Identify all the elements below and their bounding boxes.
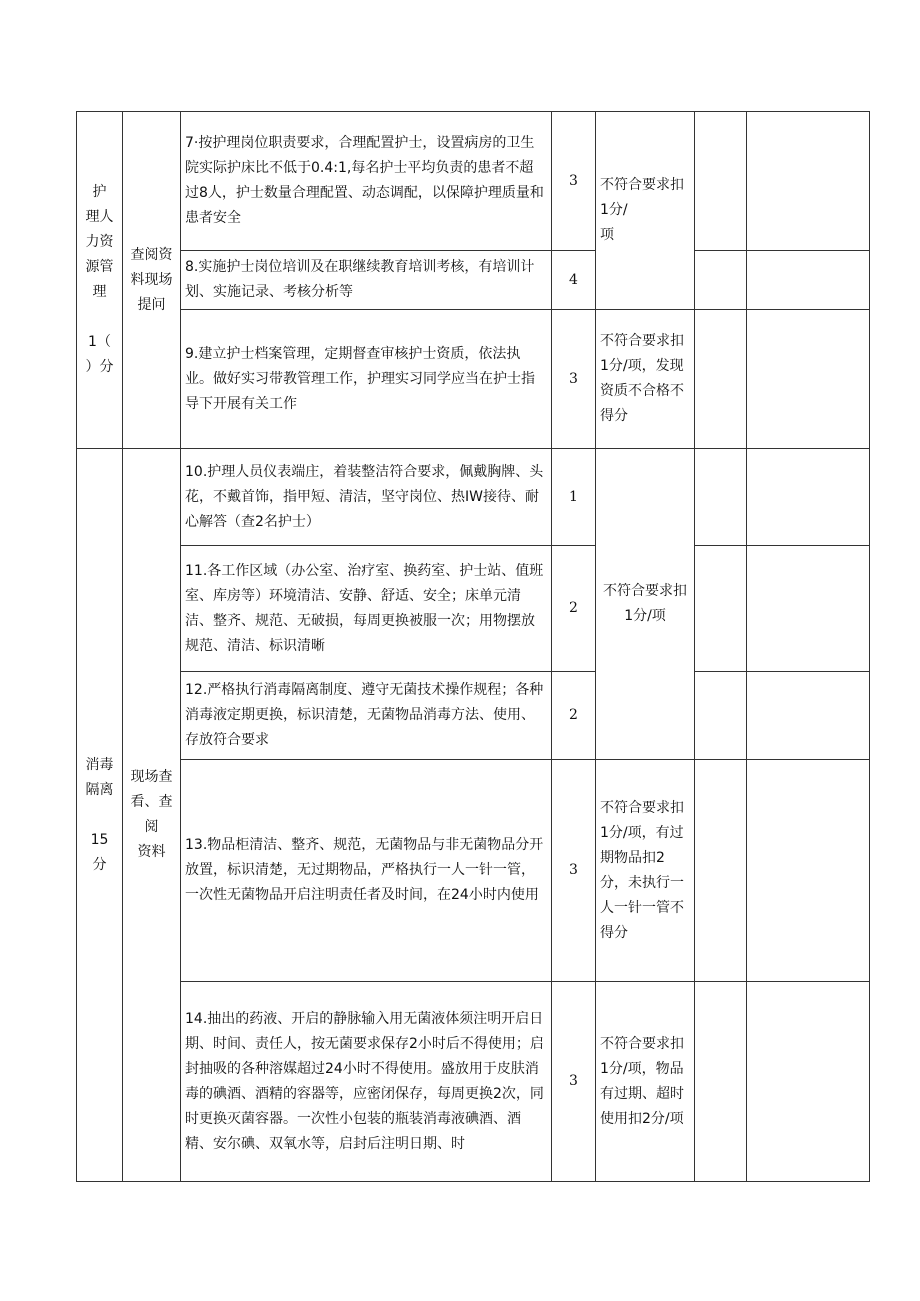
- requirement-cell: 13.物品柜清洁、整齐、规范，无菌物品与非无菌物品分开放置，标识清楚，无过期物品，严格执行一人一针一管，一次性无菌物品开启注明责任者及时间，在24小时内使用: [181, 760, 552, 982]
- table-row: [77, 449, 870, 546]
- score-cell: 3: [552, 760, 596, 982]
- blank-cell: [747, 449, 870, 546]
- method-cell-disinfection: 现场查 看、查 阅 资料: [123, 449, 181, 1182]
- blank-cell: [695, 310, 747, 449]
- blank-cell: [747, 546, 870, 672]
- category-cell-staffing: 护 理人 力资 源管 理 1（ ）分: [77, 112, 123, 449]
- score-cell: 1: [552, 449, 596, 546]
- table-row: [77, 251, 870, 310]
- blank-cell: [695, 672, 747, 760]
- requirement-cell: 14.抽出的药液、开启的静脉输入用无菌液体须注明开启日期、时间、责任人，按无菌要求保存2小时后不得使用；启封抽吸的各种溶媒超过24小时不得使用。盛放用于皮肤消毒的碘酒、酒精的容器等，应密闭保存，每周更换2次，同时更换灭菌容器。一次性小包装的瓶装消毒液碘酒、酒精、安尔碘、双氧水等，启封后注明日期、时: [181, 982, 552, 1182]
- blank-cell: [695, 449, 747, 546]
- blank-cell: [695, 112, 747, 251]
- blank-cell: [747, 760, 870, 982]
- deduction-cell: 不符合要求扣 1分/ 项: [596, 112, 695, 310]
- blank-cell: [695, 982, 747, 1182]
- score-cell: 4: [552, 251, 596, 310]
- category-cell-disinfection: 消毒 隔离 15 分: [77, 449, 123, 1182]
- blank-cell: [747, 672, 870, 760]
- score-cell: 3: [552, 982, 596, 1182]
- table-row: [77, 310, 870, 449]
- deduction-cell: 不符合要求扣 1分/项，有过 期物品扣2 分，未执行一 人一针一管不 得分: [596, 760, 695, 982]
- requirement-cell: 8.实施护士岗位培训及在职继续教育培训考核，有培训计划、实施记录、考核分析等: [181, 251, 552, 310]
- table-row: [77, 672, 870, 760]
- table-row: [77, 112, 870, 251]
- method-cell-staffing: 查阅资 料现场 提问: [123, 112, 181, 449]
- requirement-cell: 7·按护理岗位职责要求，合理配置护士，设置病房的卫生院实际护床比不低于0.4:1,每名护士平均负责的患者不超过8人，护士数量合理配置、动态调配，以保障护理质量和患者安全: [181, 112, 552, 251]
- blank-cell: [695, 251, 747, 310]
- blank-cell: [695, 760, 747, 982]
- score-cell: 3: [552, 310, 596, 449]
- deduction-cell: 不符合要求扣 1分/项，物品 有过期、超时 使用扣2分/项: [596, 982, 695, 1182]
- score-cell: 3: [552, 112, 596, 251]
- blank-cell: [747, 112, 870, 251]
- blank-cell: [695, 546, 747, 672]
- score-cell: 2: [552, 546, 596, 672]
- score-cell: 2: [552, 672, 596, 760]
- requirement-cell: 9.建立护士档案管理，定期督查审核护士资质，依法执业。做好实习带教管理工作，护理实习同学应当在护士指导下开展有关工作: [181, 310, 552, 449]
- deduction-cell: 不符合要求扣 1分/项，发现 资质不合格不 得分: [596, 310, 695, 449]
- table-row: [77, 760, 870, 982]
- table-row: [77, 546, 870, 672]
- deduction-cell: 不符合要求扣 1分/项: [596, 449, 695, 760]
- table-row: [77, 982, 870, 1182]
- requirement-cell: 10.护理人员仪表端庄，着装整洁符合要求，佩戴胸牌、头花，不戴首饰，指甲短、清洁，坚守岗位、热IW接待、耐心解答（查2名护士）: [181, 449, 552, 546]
- blank-cell: [747, 310, 870, 449]
- blank-cell: [747, 251, 870, 310]
- blank-cell: [747, 982, 870, 1182]
- requirement-cell: 12.严格执行消毒隔离制度、遵守无菌技术操作规程；各种消毒液定期更换，标识清楚，无菌物品消毒方法、使用、存放符合要求: [181, 672, 552, 760]
- evaluation-table: [76, 111, 870, 1182]
- requirement-cell: 11.各工作区域（办公室、治疗室、换药室、护士站、值班室、库房等）环境清洁、安静、舒适、安全；床单元清洁、整齐、规范、无破损，每周更换被服一次；用物摆放规范、清洁、标识清晰: [181, 546, 552, 672]
